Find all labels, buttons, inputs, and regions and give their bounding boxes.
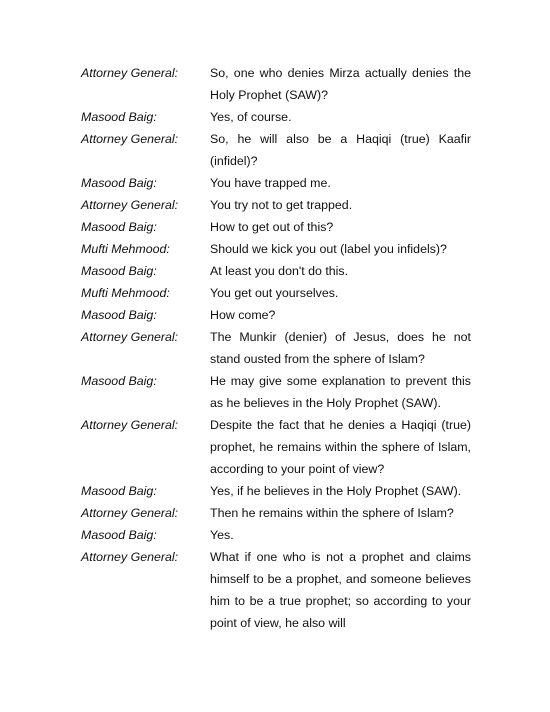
speech-text: How come?: [210, 308, 276, 322]
transcript-row: [81, 304, 471, 326]
speaker-label: Masood Baig:: [81, 484, 157, 498]
speech-text: What if one who is not a prophet and claims himself to be a prophet, and someone believes him to be a true prophet; so according to your point of view, he also will: [210, 550, 471, 630]
speaker-label: Attorney General:: [81, 330, 179, 344]
speech-text: So, he will also be a Haqiqi (true) Kaafir (infidel)?: [210, 132, 471, 168]
speech-text: At least you don't do this.: [210, 264, 349, 278]
speaker-label: Masood Baig:: [81, 110, 157, 124]
speaker-label: Attorney General:: [81, 198, 179, 212]
speaker-label: Masood Baig:: [81, 176, 157, 190]
speaker-label: Mufti Mehmood:: [81, 286, 170, 300]
speaker-label: Attorney General:: [81, 550, 179, 564]
speech-text: You get out yourselves.: [210, 286, 339, 300]
transcript-row: [81, 172, 471, 194]
transcript-row: [81, 370, 471, 414]
speech-text: Despite the fact that he denies a Haqiqi (true) prophet, he remains within the sphere of Islam, according to your point of view?: [210, 418, 471, 476]
transcript-row: [81, 260, 471, 282]
speaker-label: Masood Baig:: [81, 264, 157, 278]
speech-text: Yes.: [210, 528, 234, 542]
speaker-label: Attorney General:: [81, 66, 179, 80]
speech-text: You have trapped me.: [210, 176, 331, 190]
speech-text: So, one who denies Mirza actually denies the Holy Prophet (SAW)?: [210, 66, 471, 102]
transcript-row: [81, 326, 471, 370]
speaker-label: Masood Baig:: [81, 374, 157, 388]
speech-text: Yes, if he believes in the Holy Prophet (SAW).: [210, 484, 462, 498]
speech-text: Should we kick you out (label you infidels)?: [210, 242, 447, 256]
speech-text: How to get out of this?: [210, 220, 334, 234]
transcript-row: [81, 128, 471, 172]
transcript-row: [81, 238, 471, 260]
speech-text: Yes, of course.: [210, 110, 292, 124]
transcript-row: [81, 524, 471, 546]
speech-text: You try not to get trapped.: [210, 198, 353, 212]
speech-text: Then he remains within the sphere of Islam?: [210, 506, 454, 520]
transcript-row: [81, 216, 471, 238]
transcript-row: [81, 282, 471, 304]
transcript-row: [81, 62, 471, 106]
transcript-row: [81, 106, 471, 128]
transcript-row: [81, 502, 471, 524]
speaker-label: Mufti Mehmood:: [81, 242, 170, 256]
speaker-label: Attorney General:: [81, 506, 179, 520]
speaker-label: Masood Baig:: [81, 528, 157, 542]
transcript: [81, 62, 471, 634]
transcript-row: [81, 546, 471, 634]
speech-text: The Munkir (denier) of Jesus, does he not stand ousted from the sphere of Islam?: [210, 330, 471, 366]
speaker-label: Attorney General:: [81, 418, 179, 432]
transcript-row: [81, 194, 471, 216]
transcript-row: [81, 414, 471, 480]
transcript-row: [81, 480, 471, 502]
speaker-label: Masood Baig:: [81, 220, 157, 234]
speaker-label: Attorney General:: [81, 132, 179, 146]
speech-text: He may give some explanation to prevent this as he believes in the Holy Prophet (SAW).: [210, 374, 471, 410]
speaker-label: Masood Baig:: [81, 308, 157, 322]
